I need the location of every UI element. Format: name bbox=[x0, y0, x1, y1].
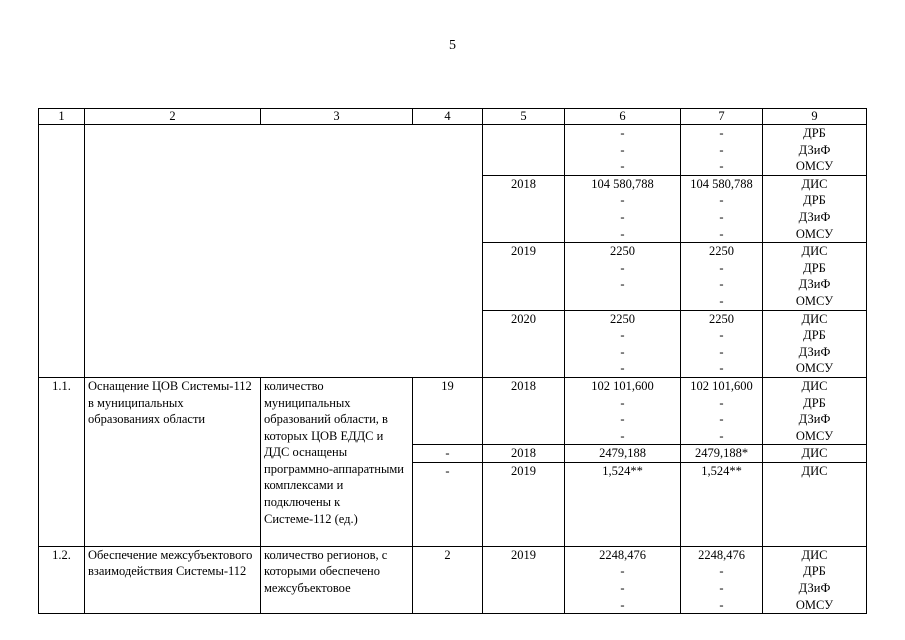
target-value-cell: - bbox=[413, 462, 483, 546]
item-number: 1.1. bbox=[39, 377, 85, 546]
col7-cell: 2250 - - - bbox=[681, 310, 763, 377]
target-value-cell: 2 bbox=[413, 546, 483, 613]
continuation-merged-cell bbox=[85, 125, 483, 378]
col-header-9: 9 bbox=[763, 109, 867, 125]
item-name: Обеспечение межсубъектового взаимодействия Системы-112 bbox=[85, 546, 261, 613]
executor-cell: ДИС ДРБ ДЗиФ ОМСУ bbox=[763, 377, 867, 444]
col6-cell: 2250 - - bbox=[565, 243, 681, 310]
item-indicator: количество регионов, с которыми обеспечено межсубъектовое bbox=[261, 546, 413, 613]
item-name: Оснащение ЦОВ Системы-112 в муниципальных образованиях области bbox=[85, 377, 261, 546]
year-cell: 2020 bbox=[483, 310, 565, 377]
year-cell: 2019 bbox=[483, 462, 565, 546]
col-header-7: 7 bbox=[681, 109, 763, 125]
year-cell: 2018 bbox=[483, 445, 565, 463]
col6-cell: - - - bbox=[565, 125, 681, 176]
col7-cell: 104 580,788 - - - bbox=[681, 175, 763, 242]
col6-cell: 104 580,788 - - - bbox=[565, 175, 681, 242]
executor-cell: ДИС bbox=[763, 445, 867, 463]
table-row-1-2 bbox=[39, 546, 867, 613]
col6-cell: 2479,188 bbox=[565, 445, 681, 463]
executor-cell: ДИС ДРБ ДЗиФ ОМСУ bbox=[763, 175, 867, 242]
year-cell bbox=[483, 125, 565, 176]
col-header-6: 6 bbox=[565, 109, 681, 125]
col-header-2: 2 bbox=[85, 109, 261, 125]
column-number-row bbox=[39, 109, 867, 125]
year-cell: 2019 bbox=[483, 243, 565, 310]
col6-cell: 2250 - - - bbox=[565, 310, 681, 377]
col-header-3: 3 bbox=[261, 109, 413, 125]
item-number: 1.2. bbox=[39, 546, 85, 613]
col7-cell: 102 101,600 - - - bbox=[681, 377, 763, 444]
executor-cell: ДИС ДРБ ДЗиФ ОМСУ bbox=[763, 546, 867, 613]
year-cell: 2019 bbox=[483, 546, 565, 613]
year-cell: 2018 bbox=[483, 377, 565, 444]
col6-cell: 1,524** bbox=[565, 462, 681, 546]
col-header-4: 4 bbox=[413, 109, 483, 125]
col6-cell: 102 101,600 - - - bbox=[565, 377, 681, 444]
item-indicator: количество муниципальных образований области, в которых ЦОВ ЕДДС и ДДС оснащены программно-аппаратными комплексами и подключены к Системе-112 (ед.) bbox=[261, 377, 413, 546]
col-header-5: 5 bbox=[483, 109, 565, 125]
col-header-1: 1 bbox=[39, 109, 85, 125]
continuation-num-cell bbox=[39, 125, 85, 378]
col7-cell: 1,524** bbox=[681, 462, 763, 546]
col6-cell: 2248,476 - - - bbox=[565, 546, 681, 613]
page-number: 5 bbox=[449, 38, 456, 53]
table-row-1-1 bbox=[39, 377, 867, 444]
col7-cell: 2250 - - - bbox=[681, 243, 763, 310]
executor-cell: ДРБ ДЗиФ ОМСУ bbox=[763, 125, 867, 176]
target-value-cell: 19 bbox=[413, 377, 483, 444]
table-row bbox=[39, 125, 867, 176]
year-cell: 2018 bbox=[483, 175, 565, 242]
executor-cell: ДИС ДРБ ДЗиФ ОМСУ bbox=[763, 310, 867, 377]
col7-cell: 2248,476 - - - bbox=[681, 546, 763, 613]
col7-cell: - - - bbox=[681, 125, 763, 176]
col7-cell: 2479,188* bbox=[681, 445, 763, 463]
executor-cell: ДИС bbox=[763, 462, 867, 546]
target-value-cell: - bbox=[413, 445, 483, 463]
program-table bbox=[38, 108, 867, 614]
executor-cell: ДИС ДРБ ДЗиФ ОМСУ bbox=[763, 243, 867, 310]
